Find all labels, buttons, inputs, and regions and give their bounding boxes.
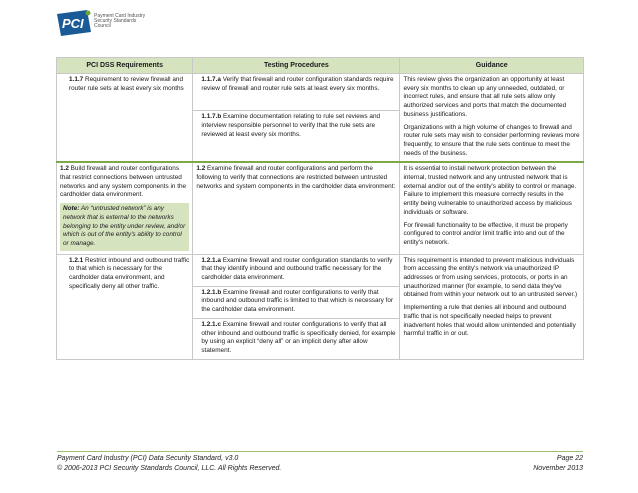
guidance-cell xyxy=(400,74,584,163)
testing-procedure-cell xyxy=(193,74,400,111)
testing-procedure-text: Examine firewall and router configurations to verify that inbound and outbound traffic is limited to that which is necessary for the cardholder data environment. xyxy=(201,288,394,314)
testing-procedure-cell xyxy=(193,111,400,163)
header-guidance: Guidance xyxy=(400,58,584,74)
footer-right xyxy=(533,454,583,473)
testing-procedure-text: Examine firewall and router configuration standards to verify that they identify inbound and outbound traffic necessary for the cardholder data environment. xyxy=(201,256,393,282)
footer-left xyxy=(57,454,281,473)
pci-logo-text xyxy=(94,14,154,29)
testing-procedure-cell xyxy=(193,254,400,286)
svg-text:PCI: PCI xyxy=(62,16,84,31)
footer-date: November 2013 xyxy=(533,464,583,472)
testing-procedure-text: Verify that firewall and router configuration standards require review of firewall and router rule sets at least every six months. xyxy=(201,76,394,92)
table-header-row xyxy=(57,58,584,74)
logo-line-1: Payment Card Industry xyxy=(94,13,146,19)
guidance-cell xyxy=(400,254,584,359)
requirement-cell xyxy=(57,74,193,163)
guidance-paragraph: Implementing a rule that denies all inbound and outbound traffic that is not specifically needed helps to prevent inadvertent holes that would allow unintended and potentially harmful traffic in or out. xyxy=(403,304,576,338)
guidance-paragraph: Organizations with a high volume of changes to firewall and router rule sets may wish to consider performing reviews more frequently, to ensure that the rule sets continue to meet the needs of the business. xyxy=(403,123,580,157)
testing-procedure-id: 1.2 xyxy=(196,165,206,173)
guidance-paragraph: It is essential to install network protection between the internal, trusted network and any untrusted network that is external and/or out of the entity's ability to control or manage. Failure to implement this measure correctly results in the entity being vulnerable to unauthorized access by malicious individuals or software. xyxy=(403,165,577,216)
testing-procedure-id: 1.1.7.b xyxy=(201,113,222,121)
page-footer xyxy=(57,451,583,473)
testing-procedure-text: Examine documentation relating to rule set reviews and interview responsible personnel to verify that the rule sets are reviewed at least every six months. xyxy=(201,113,381,138)
pci-logo xyxy=(57,6,177,36)
requirement-text: Build firewall and router configurations that restrict connections between untrusted networks and any system components in the cardholder data environment. xyxy=(60,165,187,199)
table-row xyxy=(57,162,584,254)
guidance-cell xyxy=(400,162,584,254)
requirement-cell xyxy=(57,162,193,254)
testing-procedure-cell xyxy=(193,318,400,359)
header-requirements: PCI DSS Requirements xyxy=(57,58,193,74)
requirement-id: 1.1.7 xyxy=(69,76,84,83)
requirement-text: Restrict inbound and outbound traffic to that which is necessary for the cardholder data environment, and specifically deny all other traffic. xyxy=(69,256,190,290)
testing-procedure-cell xyxy=(193,286,400,318)
testing-procedure-id: 1.1.7.a xyxy=(201,76,221,83)
guidance-paragraph: For firewall functionality to be effective, it must be properly configured to control and/or limit traffic into and out of the entity's network. xyxy=(403,221,568,246)
footer-page-number: Page 22 xyxy=(556,455,583,462)
guidance-paragraph: This review gives the organization an opportunity at least every six months to clean up any unneeded, outdated, or incorrect rules, and ensure that all rule sets allow only authorized services and ports that match the documented business justifications. xyxy=(403,76,567,118)
testing-procedure-id: 1.2.1.c xyxy=(201,320,221,328)
requirement-id: 1.2.1 xyxy=(69,256,84,264)
testing-procedure-text: Examine firewall and router configurations to verify that all other inbound and outbound traffic is specifically denied, for example by using an explicit “deny all” or an implicit deny after allow statement. xyxy=(201,320,396,354)
requirements-table xyxy=(56,57,584,360)
table-row xyxy=(57,74,584,111)
testing-procedure-id: 1.2.1.a xyxy=(201,256,221,264)
footer-document-title: Payment Card Industry (PCI) Data Security Standard, v3.0 xyxy=(57,455,239,462)
footer-copyright: © 2006-2013 PCI Security Standards Council, LLC. All Rights Reserved. xyxy=(57,464,282,472)
testing-procedure-text: Examine firewall and router configurations and perform the following to verify that connections are restricted between untrusted networks and system components in the cardholder data environment: xyxy=(196,165,396,190)
guidance-paragraph: This requirement is intended to prevent malicious individuals from accessing the entity's network via unauthorized IP addresses or from using services, protocols, or ports in an unauthorized manner (for example, to send data they've obtained from within your network out to an untrusted server.) xyxy=(403,256,578,299)
testing-procedure-id: 1.2.1.b xyxy=(201,288,222,296)
requirement-note xyxy=(60,203,189,251)
testing-procedure-cell xyxy=(193,162,400,254)
requirement-id: 1.2 xyxy=(60,165,69,173)
table-row xyxy=(57,254,584,286)
note-label: Note: xyxy=(63,205,80,213)
logo-line-2: Security Standards Council xyxy=(94,18,137,29)
header-testing-procedures: Testing Procedures xyxy=(193,58,400,74)
pci-logo-mark-icon xyxy=(57,10,91,36)
requirement-cell xyxy=(57,254,193,359)
requirement-text: Requirement to review firewall and router rule sets at least every six months xyxy=(69,76,184,92)
note-text: An “untrusted network” is any network that is external to the networks belonging to the entity under review, and/or which is out of the entity's ability to control or manage. xyxy=(63,205,186,247)
